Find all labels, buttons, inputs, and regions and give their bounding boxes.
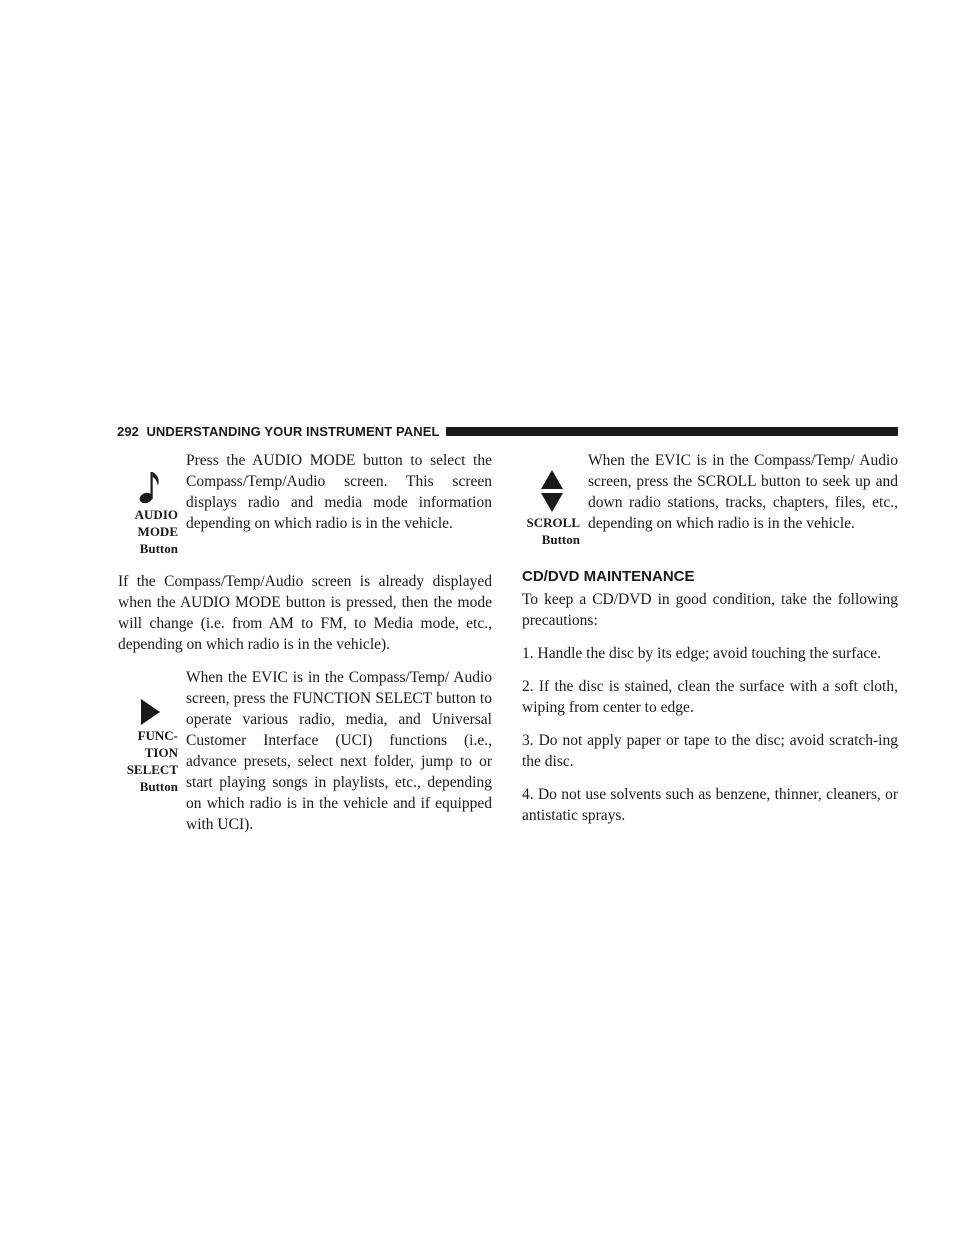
audio-mode-text: Press the AUDIO MODE button to select the Compass/Temp/Audio screen. This screen displays radio and media mode information depending on which radio is in the vehicle.: [186, 452, 492, 532]
music-note-icon: [122, 450, 178, 506]
left-column: [118, 450, 492, 835]
header-rule: [446, 427, 898, 436]
page-number: 292: [117, 423, 139, 439]
maintenance-title: CD/DVD MAINTENANCE: [522, 568, 695, 585]
function-select-label-1: FUNC-: [137, 728, 178, 743]
right-column: [522, 450, 898, 826]
audio-mode-block: [118, 450, 492, 557]
list-item: 1. Handle the disc by its edge; avoid touching the surface.: [522, 645, 881, 662]
scroll-text: When the EVIC is in the Compass/Temp/ Audio screen, press the SCROLL button to seek up and down radio stations, tracks, chapters, files, etc., depending on which radio is in the vehicle.: [588, 452, 898, 532]
audio-mode-label-sub: Button: [139, 541, 178, 556]
scroll-label-sub: Button: [541, 532, 580, 547]
list-item: 3. Do not apply paper or tape to the disc; avoid scratch-ing the disc.: [522, 732, 898, 770]
section-title: UNDERSTANDING YOUR INSTRUMENT PANEL: [146, 423, 440, 439]
maintenance-intro: To keep a CD/DVD in good condition, take the following precautions:: [522, 591, 898, 629]
function-select-label-2: TION: [144, 745, 178, 760]
audio-mode-label-1: AUDIO: [134, 507, 178, 522]
audio-mode-icon-cell: [118, 450, 178, 557]
function-select-label-3: SELECT: [126, 762, 178, 777]
scroll-label-1: SCROLL: [526, 515, 580, 530]
scroll-block: [522, 450, 898, 548]
function-select-block: [118, 667, 492, 835]
function-select-label-sub: Button: [139, 779, 178, 794]
audio-mode-paragraph: If the Compass/Temp/Audio screen is already displayed when the AUDIO MODE button is pressed, then the mode will change (i.e. from AM to FM, to Media mode, etc., depending on which radio is in the vehicle).: [118, 573, 492, 653]
header-text: [117, 424, 446, 439]
page-header: [117, 422, 898, 440]
function-select-text: When the EVIC is in the Compass/Temp/ Audio screen, press the FUNCTION SELECT button to operate various radio, media, and Universal Customer Interface (UCI) functions (i.e., advance presets, select next folder, jump to or start playing songs in playlists, etc., depending on which radio is in the vehicle and if equipped with UCI).: [186, 669, 492, 833]
up-down-arrows-icon: [524, 450, 580, 514]
list-item: 2. If the disc is stained, clean the surface with a soft cloth, wiping from center to edge.: [522, 678, 898, 716]
list-item: 4. Do not use solvents such as benzene, thinner, cleaners, or antistatic sprays.: [522, 786, 898, 824]
audio-mode-label-2: MODE: [137, 524, 178, 539]
function-select-icon-cell: [118, 667, 178, 835]
play-triangle-icon: [122, 667, 178, 727]
scroll-icon-cell: [522, 450, 580, 548]
maintenance-list: [522, 643, 898, 826]
